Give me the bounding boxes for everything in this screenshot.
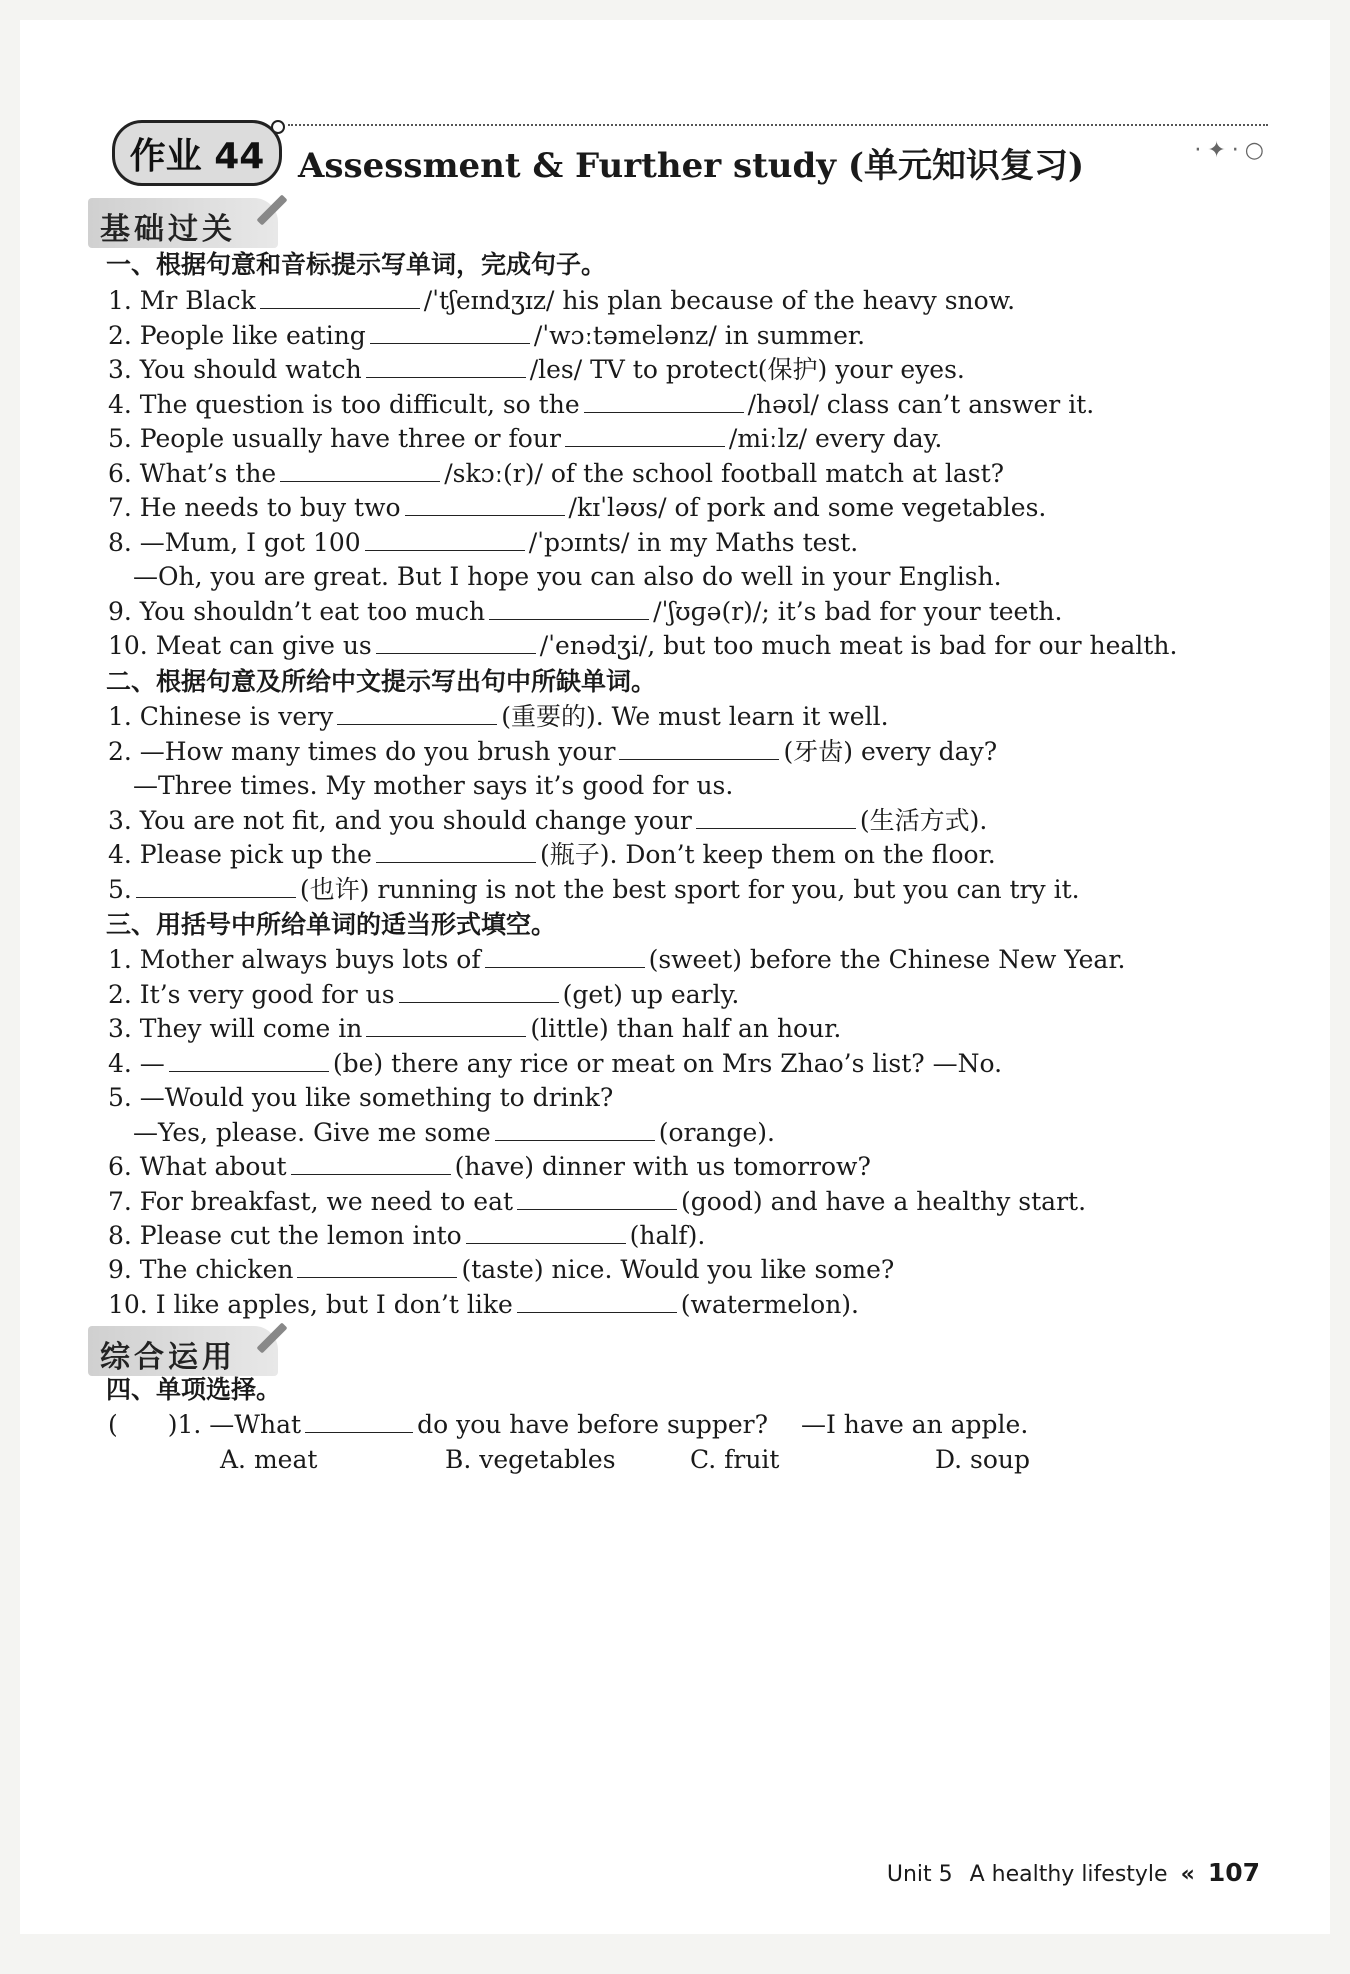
- footer-unit-title: A healthy lifestyle: [969, 1862, 1168, 1887]
- option-c[interactable]: C. fruit: [690, 1445, 780, 1474]
- part1-item-6: 6. What’s the /skɔː(r)/ of the school football match at last?: [108, 459, 1005, 488]
- answer-blank[interactable]: [291, 1152, 451, 1175]
- part1-item-10: 10. Meat can give us /ˈenədʒi/, but too much meat is bad for our health.: [108, 631, 1178, 660]
- section-banner-basic: [88, 198, 278, 248]
- part1-item-8-reply: —Oh, you are great. But I hope you can also do well in your English.: [133, 562, 1002, 591]
- part2-item-1: 1. Chinese is very (重要的). We must learn it well.: [108, 702, 889, 731]
- part2-item-5: 5. (也许) running is not the best sport for you, but you can try it.: [108, 875, 1080, 904]
- answer-blank[interactable]: [517, 1187, 677, 1210]
- part2-item-2: 2. —How many times do you brush your (牙齿) every day?: [108, 737, 998, 766]
- page-title: Assessment & Further study (单元知识复习): [298, 146, 1085, 186]
- header-dotted-line: [288, 124, 1268, 126]
- answer-blank[interactable]: [405, 493, 565, 516]
- part1-item-9: 9. You shouldn’t eat too much /ˈʃʊɡə(r)/; it’s bad for your teeth.: [108, 597, 1063, 626]
- pencil-icon: [256, 194, 287, 225]
- part1-item-5: 5. People usually have three or four /miːlz/ every day.: [108, 424, 943, 453]
- part3-item-6: 6. What about (have) dinner with us tomorrow?: [108, 1152, 871, 1181]
- answer-blank[interactable]: [366, 355, 526, 378]
- answer-blank[interactable]: [280, 459, 440, 482]
- part3-item-8: 8. Please cut the lemon into (half).: [108, 1221, 706, 1250]
- part3-item-3: 3. They will come in (little) than half an hour.: [108, 1014, 842, 1043]
- part2-item-2-reply: —Three times. My mother says it’s good for us.: [133, 771, 734, 800]
- answer-blank[interactable]: [305, 1410, 413, 1433]
- answer-blank[interactable]: [169, 1049, 329, 1072]
- part1-heading: 一、根据句意和音标提示写单词，完成句子。: [106, 250, 607, 279]
- answer-blank[interactable]: [584, 390, 744, 413]
- answer-blank[interactable]: [495, 1118, 655, 1141]
- part1-item-3: 3. You should watch /les/ TV to protect(保护) your eyes.: [108, 355, 965, 384]
- part3-item-7: 7. For breakfast, we need to eat (good) and have a healthy start.: [108, 1187, 1087, 1216]
- answer-blank[interactable]: [485, 945, 645, 968]
- part1-item-4: 4. The question is too difficult, so the /həʊl/ class can’t answer it.: [108, 390, 1095, 419]
- answer-blank[interactable]: [365, 528, 525, 551]
- part4-options: [220, 1443, 1030, 1477]
- answer-blank[interactable]: [136, 875, 296, 898]
- answer-blank[interactable]: [565, 424, 725, 447]
- assignment-badge: 作业 44: [112, 120, 282, 186]
- part2-heading: 二、根据句意及所给中文提示写出句中所缺单词。: [106, 667, 657, 696]
- chevron-left-icon: «: [1180, 1862, 1195, 1887]
- section-label-comprehensive: 综合运用: [100, 1340, 236, 1375]
- part3-item-5: 5. —Would you like something to drink?: [108, 1083, 614, 1112]
- badge-dot-icon: [271, 120, 285, 134]
- part2-item-4: 4. Please pick up the (瓶子). Don’t keep them on the floor.: [108, 840, 996, 869]
- part3-item-10: 10. I like apples, but I don’t like (watermelon).: [108, 1290, 859, 1319]
- worksheet-page: [20, 20, 1330, 1934]
- answer-blank[interactable]: [337, 702, 497, 725]
- part1-item-2: 2. People like eating /ˈwɔːtəmelənz/ in summer.: [108, 321, 866, 350]
- part4-question-1: ( )1. —What do you have before supper? —I have an apple.: [108, 1410, 1029, 1439]
- answer-blank[interactable]: [466, 1221, 626, 1244]
- section-label-basic: 基础过关: [100, 212, 236, 247]
- part1-item-7: 7. He needs to buy two /kɪˈləʊs/ of pork and some vegetables.: [108, 493, 1047, 522]
- section-banner-comprehensive: [88, 1326, 278, 1376]
- option-d[interactable]: D. soup: [935, 1445, 1031, 1474]
- option-a[interactable]: A. meat: [220, 1445, 318, 1474]
- answer-blank[interactable]: [376, 631, 536, 654]
- option-b[interactable]: B. vegetables: [445, 1445, 616, 1474]
- part3-item-1: 1. Mother always buys lots of (sweet) before the Chinese New Year.: [108, 945, 1126, 974]
- page-number: 107: [1207, 1858, 1260, 1887]
- answer-blank[interactable]: [297, 1255, 457, 1278]
- answer-blank[interactable]: [619, 737, 779, 760]
- sparkle-icon: ·✦·○: [1194, 138, 1270, 163]
- part2-item-3: 3. You are not fit, and you should change your (生活方式).: [108, 806, 988, 835]
- part3-item-2: 2. It’s very good for us (get) up early.: [108, 980, 740, 1009]
- part3-item-9: 9. The chicken (taste) nice. Would you like some?: [108, 1255, 895, 1284]
- answer-blank[interactable]: [489, 597, 649, 620]
- answer-blank[interactable]: [376, 840, 536, 863]
- answer-blank[interactable]: [696, 806, 856, 829]
- part4-heading: 四、单项选择。: [106, 1375, 282, 1404]
- pencil-icon: [256, 1322, 287, 1353]
- answer-blank[interactable]: [399, 980, 559, 1003]
- page-header: [88, 98, 1288, 193]
- part3-item-5-reply: —Yes, please. Give me some (orange).: [133, 1118, 775, 1147]
- answer-blank[interactable]: [260, 286, 420, 309]
- part1-item-1: 1. Mr Black /ˈtʃeɪndʒɪz/ his plan because of the heavy snow.: [108, 286, 1016, 315]
- part1-item-8: 8. —Mum, I got 100 /ˈpɔɪnts/ in my Maths test.: [108, 528, 859, 557]
- answer-blank[interactable]: [366, 1014, 526, 1037]
- answer-blank[interactable]: [517, 1290, 677, 1313]
- answer-blank[interactable]: [370, 321, 530, 344]
- part3-item-4: 4. — (be) there any rice or meat on Mrs Zhao’s list? —No.: [108, 1049, 1003, 1078]
- footer-unit: Unit 5: [886, 1862, 953, 1887]
- page-footer: [887, 1858, 1260, 1887]
- part3-heading: 三、用括号中所给单词的适当形式填空。: [106, 910, 557, 939]
